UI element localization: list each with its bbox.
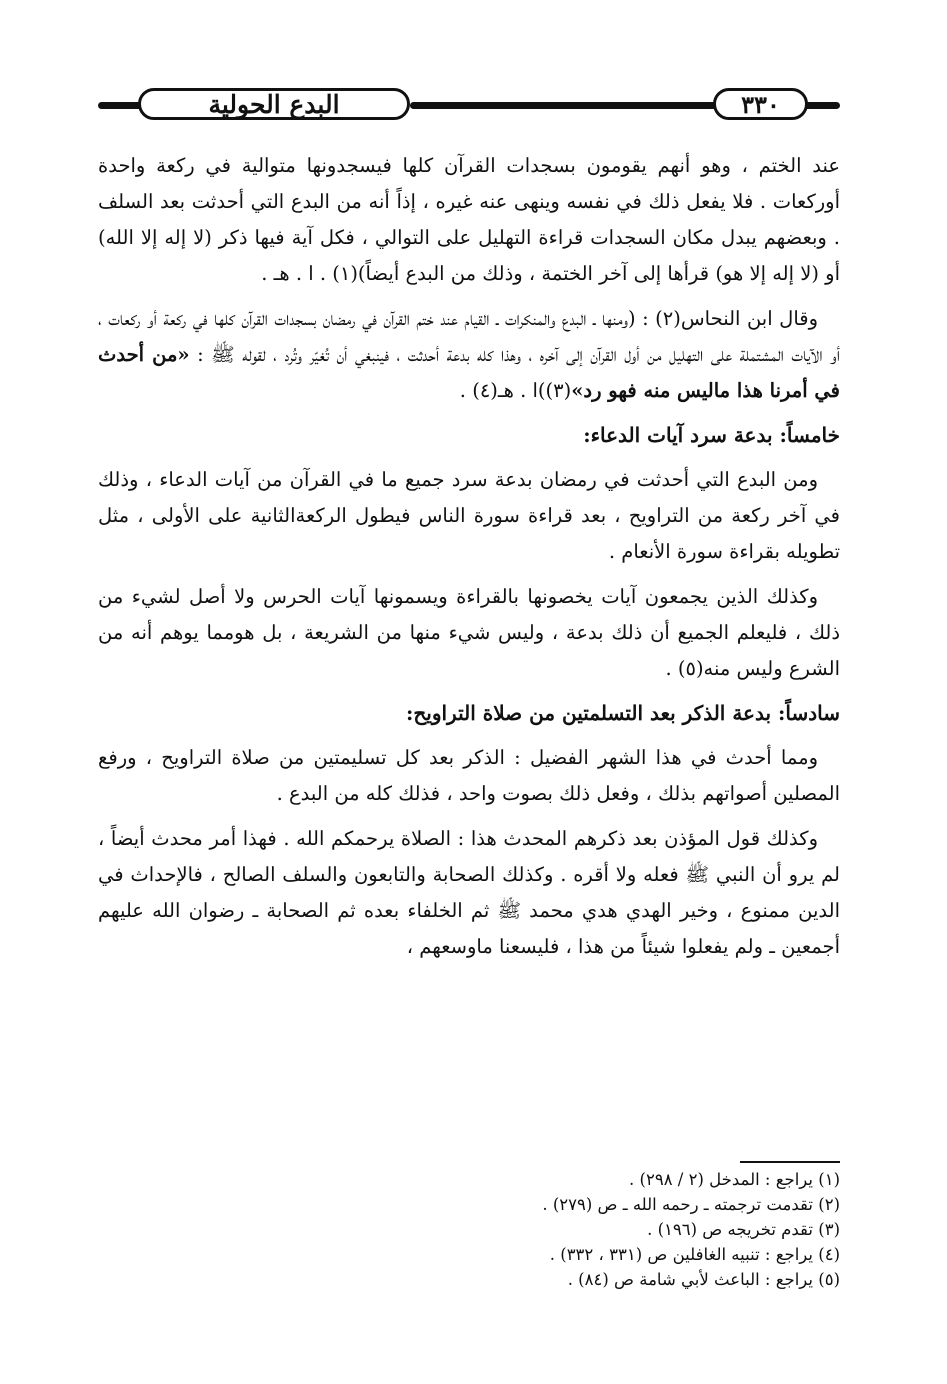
running-title: البدع الحولية (138, 88, 410, 120)
section-5-heading: خامساً: بدعة سرد آيات الدعاء: (583, 423, 840, 447)
footnotes (98, 1167, 840, 1292)
header-rule-left (98, 102, 142, 109)
header-rule-right (806, 102, 840, 109)
hadith-tail: (٣))ا . هـ(٤) . (459, 379, 572, 402)
page-header (98, 86, 840, 126)
footnote-separator (740, 1161, 840, 1163)
footnote-5: (٥) يراجع : الباعث لأبي شامة ص (٨٤) . (567, 1270, 840, 1289)
section-6-paragraph-2: وكذلك قول المؤذن بعد ذكرهم المحدث هذا : الصلاة يرحمكم الله . فهذا أمر محدث أيضاً ، لم يرو أن النبي ﷺ فعله ولا أقره . وكذلك الصحابة والتابعون والسلف الصالح ، فالإحداث في الدين ممنوع ، وخير الهدي هدي محمد ﷺ ثم الخلفاء بعده ثم الصحابة ـ رضوان الله عليهم أجمعين ـ ولم يفعلوا شيئاً من هذا ، فليسعنا ماوسعهم ، (98, 827, 840, 958)
footnote-1: (١) يراجع : المدخل (٢ / ٢٩٨) . (629, 1170, 840, 1189)
paragraph-1: عند الختم ، وهو أنهم يقومون بسجدات القرآن كلها فيسجدونها متوالية في ركعة واحدة أوركعات . فلا يفعل ذلك في نفسه وينهى عنه غيره ، إذاً أنه من البدع التي أحدثت بعد السلف . وبعضهم يبدل مكان السجدات قراءة التهليل على التوالي ، فكل آية فيها ذكر (لا إله إلا الله) أو (لا إله إلا هو) قرأها إلى آخر الختمة ، وذلك من البدع أيضاً)(١) . ا . هـ . (98, 154, 840, 285)
paragraph-2 (98, 301, 840, 409)
footnote-3: (٣) تقدم تخريجه ص (١٩٦) . (647, 1220, 840, 1239)
footnote-2: (٢) تقدمت ترجمته ـ رحمه الله ـ ص (٢٧٩) . (542, 1195, 840, 1214)
section-5-paragraph-2: وكذلك الذين يجمعون آيات يخصونها بالقراءة ويسمونها آيات الحرس ولا أصل لشيء من ذلك ، فليعلم الجميع أن ذلك بدعة ، وليس شيء منها من الشريعة ، بل هومما يوهم أنه من الشرع وليس منه(٥) . (98, 585, 840, 680)
section-6-heading: سادساً: بدعة الذكر بعد التسلمتين من صلاة التراويح: (405, 701, 840, 725)
section-5-paragraph-1: ومن البدع التي أحدثت في رمضان بدعة سرد جميع ما في القرآن من آيات الدعاء ، وذلك في آخر ركعة من التراويح ، بعد قراءة سورة الناس فيطول الركعةالثانية على الأولى ، مثل تطويله بقراءة سورة الأنعام . (98, 468, 840, 563)
footnote-4: (٤) يراجع : تنبيه الغافلين ص (٣٣١ ، ٣٣٢) . (549, 1245, 840, 1264)
section-6-paragraph-1: ومما أحدث في هذا الشهر الفضيل : الذكر بعد كل تسليمتين من صلاة التراويح ، ورفع المصلين أصواتهم بذلك ، وفعل ذلك بصوت واحد ، فذلك كله من البدع . (98, 746, 840, 805)
paragraph-2-text: وقال ابن النحاس(٢) : (ومنها ـ البدع والمنكرات ـ القيام عند ختم القرآن في رمضان بسجدات القرآن كلها في ركعة أو ركعات ، أو الآيات المشتملة على التهليل من أول القرآن إلى آخره ، وهذا كله بدعة أحدثت ، فينبغي أن تُغيّر وتُرد ، لقوله ﷺ : (98, 307, 840, 366)
page-number: ٣٣٠ (713, 88, 808, 120)
hadith-quote: «من أحدث في أمرنا هذا ماليس منه فهو رد» (98, 343, 840, 402)
page-body (98, 148, 840, 974)
